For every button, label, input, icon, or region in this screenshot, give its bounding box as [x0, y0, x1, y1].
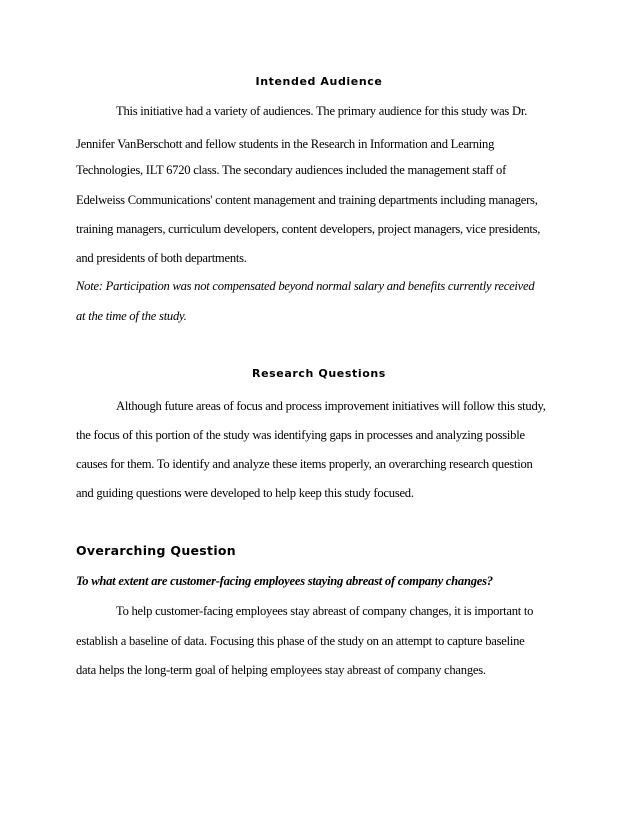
paragraph-line: causes for them. To identify and analyze these items properly, an overarching research question — [76, 457, 533, 471]
paragraph-line: Jennifer VanBerschott and fellow students in the Research in Information and Learning — [76, 137, 495, 151]
paragraph-line: To help customer-facing employees stay abreast of company changes, it is important to — [116, 604, 534, 618]
paragraph-line: Although future areas of focus and process improvement initiatives will follow this study, — [116, 399, 546, 413]
overarching-question-text: To what extent are customer-facing employees staying abreast of company changes? — [76, 574, 493, 588]
paragraph-line: the focus of this portion of the study was identifying gaps in processes and analyzing possible — [76, 428, 525, 442]
heading-intended-audience: Intended Audience — [255, 75, 383, 88]
heading-research-questions: Research Questions — [252, 367, 386, 380]
paragraph-line: Technologies, ILT 6720 class. The secondary audiences included the management staff of — [76, 163, 507, 177]
paragraph-line: data helps the long-term goal of helping employees stay abreast of company changes. — [76, 663, 486, 677]
heading-overarching-question: Overarching Question — [76, 543, 236, 558]
note-line: at the time of the study. — [76, 309, 187, 323]
paragraph-line: Edelweiss Communications' content management and training departments including managers, — [76, 193, 538, 207]
paragraph-line: establish a baseline of data. Focusing this phase of the study on an attempt to capture baseline — [76, 634, 525, 648]
note-line: Note: Participation was not compensated beyond normal salary and benefits currently received — [76, 279, 535, 293]
paragraph-line: and presidents of both departments. — [76, 251, 247, 265]
paragraph-line: and guiding questions were developed to help keep this study focused. — [76, 486, 414, 500]
paragraph-line: This initiative had a variety of audiences. The primary audience for this study was Dr. — [116, 104, 527, 118]
paragraph-line: training managers, curriculum developers, content developers, project managers, vice presidents, — [76, 222, 541, 236]
